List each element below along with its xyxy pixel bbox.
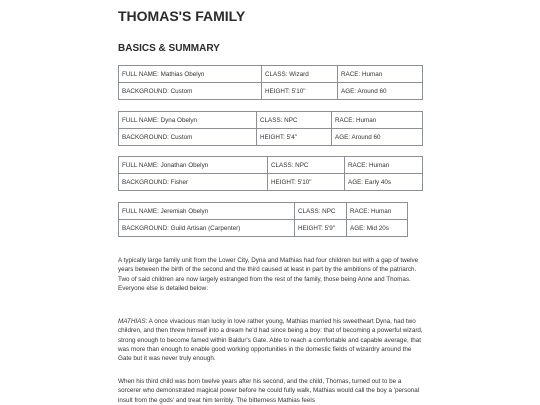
age-cell: AGE: Around 60 [338, 83, 423, 100]
table-row [119, 129, 423, 146]
background-cell: BACKGROUND: Fisher [119, 174, 268, 191]
full-name-cell: FULL NAME: Dyna Obelyn [119, 112, 257, 129]
table-row [119, 174, 423, 191]
race-cell: RACE: Human [332, 112, 423, 129]
table-row [119, 112, 423, 129]
mathias-paragraph [118, 317, 424, 363]
race-cell: RACE: Human [345, 157, 423, 174]
age-cell: AGE: Mid 20s [347, 220, 408, 237]
race-cell: RACE: Human [338, 66, 423, 83]
height-cell: HEIGHT: 5'4" [257, 129, 332, 146]
class-cell: CLASS: NPC [257, 112, 332, 129]
third-child-paragraph: When his third child was born twelve years after his second, and the child, Thomas, turned out to be a sorcerer who demonstrated magical power before he could fully walk, Mathias would call the boy a 'personal insult from the gods' and treat him terribly. The bitterness Mathias feels [118, 378, 420, 404]
age-cell: AGE: Early 40s [345, 174, 423, 191]
character-table-dyna [118, 111, 423, 146]
height-cell: HEIGHT: 5'10" [262, 83, 338, 100]
background-cell: BACKGROUND: Custom [119, 129, 257, 146]
table-row [119, 220, 408, 237]
full-name-cell: FULL NAME: Jeremiah Obelyn [119, 203, 295, 220]
class-cell: CLASS: NPC [268, 157, 345, 174]
table-row [119, 83, 423, 100]
class-cell: CLASS: Wizard [262, 66, 338, 83]
race-cell: RACE: Human [347, 203, 408, 220]
character-table-jeremiah [118, 202, 408, 237]
class-cell: CLASS: NPC [295, 203, 347, 220]
page-title: THOMAS'S FAMILY [118, 8, 246, 24]
age-cell: AGE: Around 60 [332, 129, 423, 146]
background-cell: BACKGROUND: Custom [119, 83, 262, 100]
intro-paragraph: A typically large family unit from the Lower City, Dyna and Mathias had four children but with a gap of twelve years between the birth of the second and the third caused at least in part by the ambitions of the patriarch. Two of said children are now largely estranged from the rest of the family, those being Anne and Thomas. Everyone else is detailed below: [118, 257, 419, 292]
table-row [119, 203, 408, 220]
full-name-cell: FULL NAME: Jonathan Obelyn [119, 157, 268, 174]
table-row [119, 157, 423, 174]
table-row [119, 66, 423, 83]
background-cell: BACKGROUND: Guild Artisan (Carpenter) [119, 220, 295, 237]
section-heading: BASICS & SUMMARY [118, 43, 220, 54]
character-table-mathias [118, 65, 423, 100]
mathias-text: : A once vivacious man lucky in love rather young, Mathias married his sweetheart Dyna, had two children, and then threw himself into a dream he'd had since being a boy: that of becoming a powerful wizard, strong enough to become famed within Baldur's Gate. Able to reach a comfortable and capable average, that was more than enough to enable good working opportunities in the domestic fields of wizardry around the Gate but it was never truly enough. [118, 318, 423, 363]
character-table-jonathan [118, 156, 423, 191]
full-name-cell: FULL NAME: Mathias Obelyn [119, 66, 262, 83]
height-cell: HEIGHT: 5'10" [268, 174, 345, 191]
height-cell: HEIGHT: 5'9" [295, 220, 347, 237]
mathias-label: MATHIAS [118, 318, 146, 325]
